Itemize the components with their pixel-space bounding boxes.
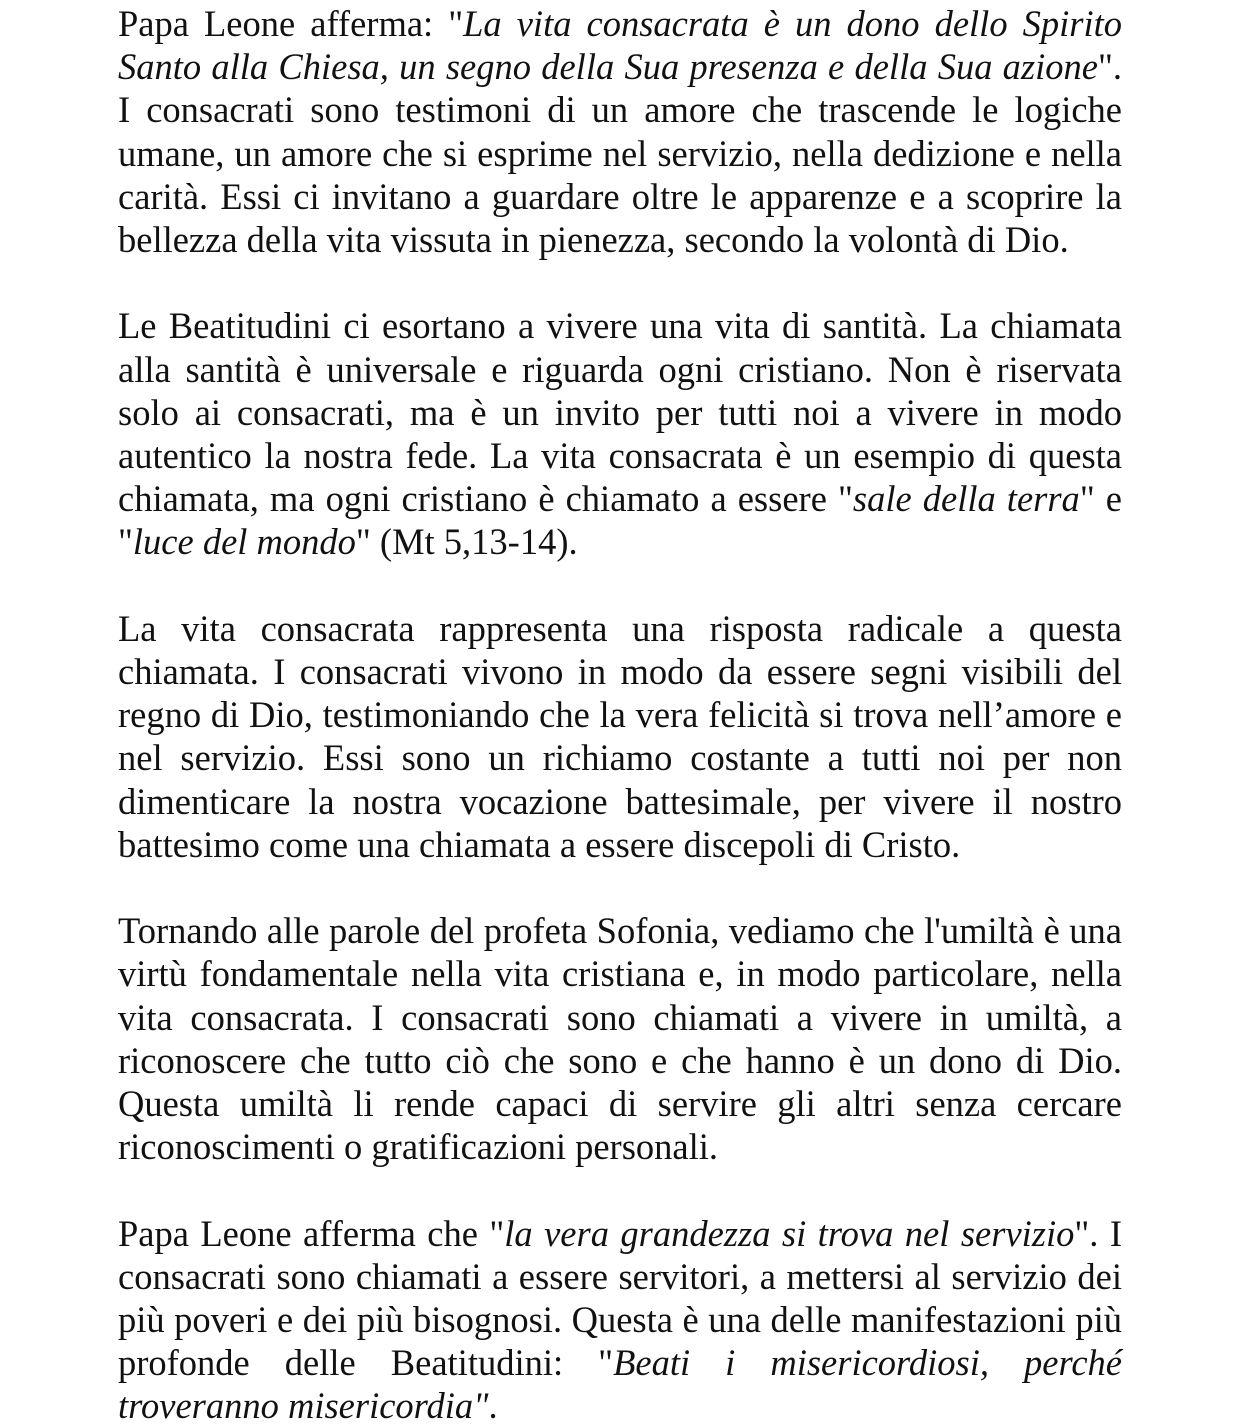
paragraph-beatitudes-holiness — [118, 304, 1122, 563]
paragraph-humility — [118, 909, 1122, 1168]
text-run: " (Mt 5,13-14). — [355, 521, 578, 563]
quote-italic: la vera grandezza si trova nel servizio — [504, 1212, 1075, 1254]
text-run: ". I consacrati sono testimoni di un amore che trascende le logiche umane, un amore che si esprime nel servizio, nella dedizione e nella carità. Essi ci invitano a guardare oltre le apparenze e a scoprire la bellezza della vita vissuta in pienezza, secondo la volontà di Dio. — [118, 46, 1122, 261]
text-run: ". I consacrati sono chiamati a essere servitori, a mettersi al servizio dei più poveri e dei più bisognosi. Questa è una delle manifestazioni più profonde delle Beatitudini: " — [118, 1212, 1123, 1384]
quote-italic: Beati i misericordiosi, perché troveranno misericordia" — [118, 1342, 1122, 1427]
text-run: " e " — [118, 478, 1122, 563]
text-run: Tornando alle parole del profeta Sofonia, vediamo che l'umiltà è una virtù fondamentale nella vita cristiana e, in modo particolare, nella vita consacrata. I consacrati sono chiamati a vivere in umiltà, a riconoscere che tutto ciò che sono e che hanno è un dono di Dio. Questa umiltà li rende capaci di servire gli altri senza cercare riconoscimenti o gratificazioni personali. — [118, 910, 1122, 1168]
paragraph-consecrated-life-gift — [118, 2, 1122, 261]
text-run: . — [488, 1385, 498, 1427]
quote-italic: luce del mondo — [132, 521, 356, 563]
text-run: Papa Leone afferma: " — [118, 3, 464, 44]
document-page — [118, 2, 1122, 1428]
quote-italic: La vita consacrata è un dono dello Spirito Santo alla Chiesa, un segno della Sua presenza e della Sua azione — [118, 3, 1122, 88]
text-run: Le Beatitudini ci esortano a vivere una vita di santità. La chiamata alla santità è universale e riguarda ogni cristiano. Non è riservata solo ai consacrati, ma è un invito per tutti noi a vivere in modo autentico la nostra fede. La vita consacrata è un esempio di questa chiamata, ma ogni cristiano è chiamato a essere " — [118, 305, 1122, 520]
quote-italic: sale della terra — [852, 478, 1080, 520]
paragraph-greatness-in-service — [118, 1212, 1122, 1428]
text-run: Papa Leone afferma che " — [118, 1212, 505, 1254]
text-run: La vita consacrata rappresenta una risposta radicale a questa chiamata. I consacrati vivono in modo da essere segni visibili del regno di Dio, testimoniando che la vera felicità si trova nell’amore e nel servizio. Essi sono un richiamo costante a tutti noi per non dimenticare la nostra vocazione battesimale, per vivere il nostro battesimo come una chiamata a essere discepoli di Cristo. — [118, 607, 1122, 865]
paragraph-radical-response — [118, 607, 1122, 866]
